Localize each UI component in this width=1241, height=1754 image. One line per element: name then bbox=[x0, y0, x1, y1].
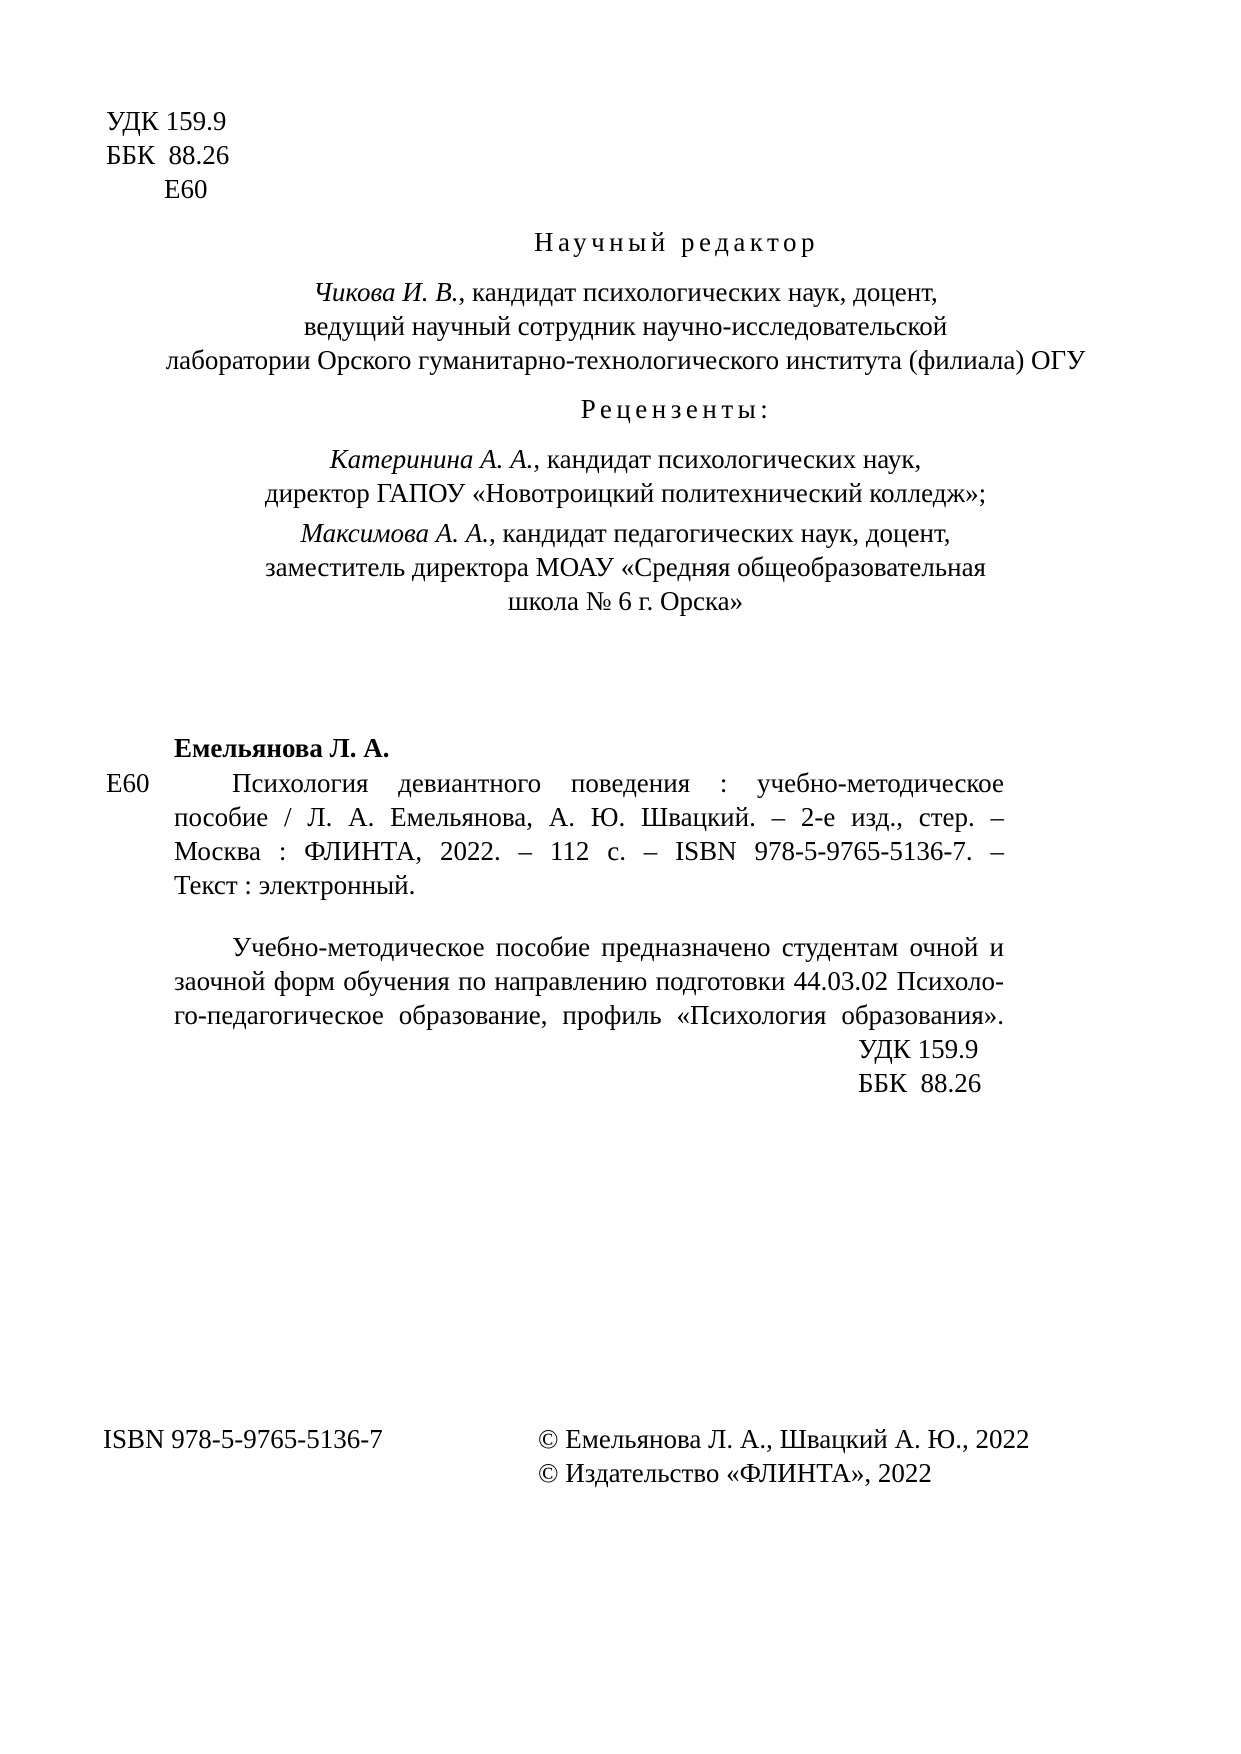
header-codes bbox=[106, 104, 229, 206]
footer-isbn: ISBN 978-5-9765-5136-7 bbox=[103, 1424, 383, 1454]
bibliographic-record bbox=[174, 766, 1004, 902]
annotation-codes bbox=[858, 1032, 981, 1100]
annotation-line3: го-педагогическое образование, профиль «Психология образования». bbox=[174, 1000, 1004, 1030]
scientific-editor-block bbox=[70, 275, 1181, 377]
record-line1: Психология девиантного поведения : учебно-методическое bbox=[232, 768, 1004, 798]
annotation-bbk: ББК 88.26 bbox=[858, 1068, 982, 1098]
reviewer2-line3: школа № 6 г. Орска» bbox=[507, 586, 744, 616]
reviewer1-block bbox=[70, 442, 1181, 510]
copyright-publisher: © Издательство «ФЛИНТА», 2022 bbox=[538, 1458, 932, 1488]
reviewer2-block bbox=[70, 516, 1181, 618]
annotation-line1: Учебно-методическое пособие предназначено студентам очной и bbox=[232, 932, 1004, 962]
editor-line1: Чикова И. В., кандидат психологических наук, доцент, bbox=[313, 277, 938, 307]
record-line2: пособие / Л. А. Емельянова, А. Ю. Швацкий. – 2-е изд., стер. – bbox=[174, 802, 1004, 832]
bbk-code: ББК 88.26 bbox=[106, 140, 230, 170]
reviewer1-line2: директор ГАПОУ «Новотроицкий политехнический колледж»; bbox=[264, 478, 987, 508]
reviewer1-line1: Катеринина А. А., кандидат психологических наук, bbox=[329, 444, 922, 474]
annotation-udk: УДК 159.9 bbox=[858, 1034, 979, 1064]
reviewer2-name: Максимова А. А. bbox=[300, 518, 489, 548]
editor-name: Чикова И. В. bbox=[313, 277, 459, 307]
copyright-authors: © Емельянова Л. А., Швацкий А. Ю., 2022 bbox=[538, 1424, 1030, 1454]
reviewer1-name: Катеринина А. А. bbox=[329, 444, 534, 474]
editor-line3: лаборатории Орского гуманитарно-технологического института (филиала) ОГУ bbox=[165, 345, 1086, 375]
udk-code: УДК 159.9 bbox=[106, 106, 227, 136]
author-mark: Е60 bbox=[164, 174, 208, 204]
reviewer2-line2: заместитель директора МОАУ «Средняя общеобразовательная bbox=[265, 552, 986, 582]
record-line4: Текст : электронный. bbox=[174, 870, 416, 900]
record-mark: Е60 bbox=[106, 768, 150, 798]
scientific-editor-heading: Научный редактор bbox=[533, 227, 820, 257]
footer-copyrights bbox=[538, 1422, 1030, 1490]
reviewers-heading: Рецензенты: bbox=[580, 394, 773, 424]
record-line3: Москва : ФЛИНТА, 2022. – 112 с. – ISBN 978-5-9765-5136-7. – bbox=[174, 836, 1004, 866]
annotation-line2: заочной форм обучения по направлению подготовки 44.03.02 Психоло- bbox=[174, 966, 1004, 996]
record-author: Емельянова Л. А. bbox=[174, 733, 390, 763]
annotation bbox=[174, 930, 1004, 1032]
reviewer2-line1: Максимова А. А., кандидат педагогических наук, доцент, bbox=[300, 518, 951, 548]
editor-line2: ведущий научный сотрудник научно-исследовательской bbox=[303, 311, 948, 341]
